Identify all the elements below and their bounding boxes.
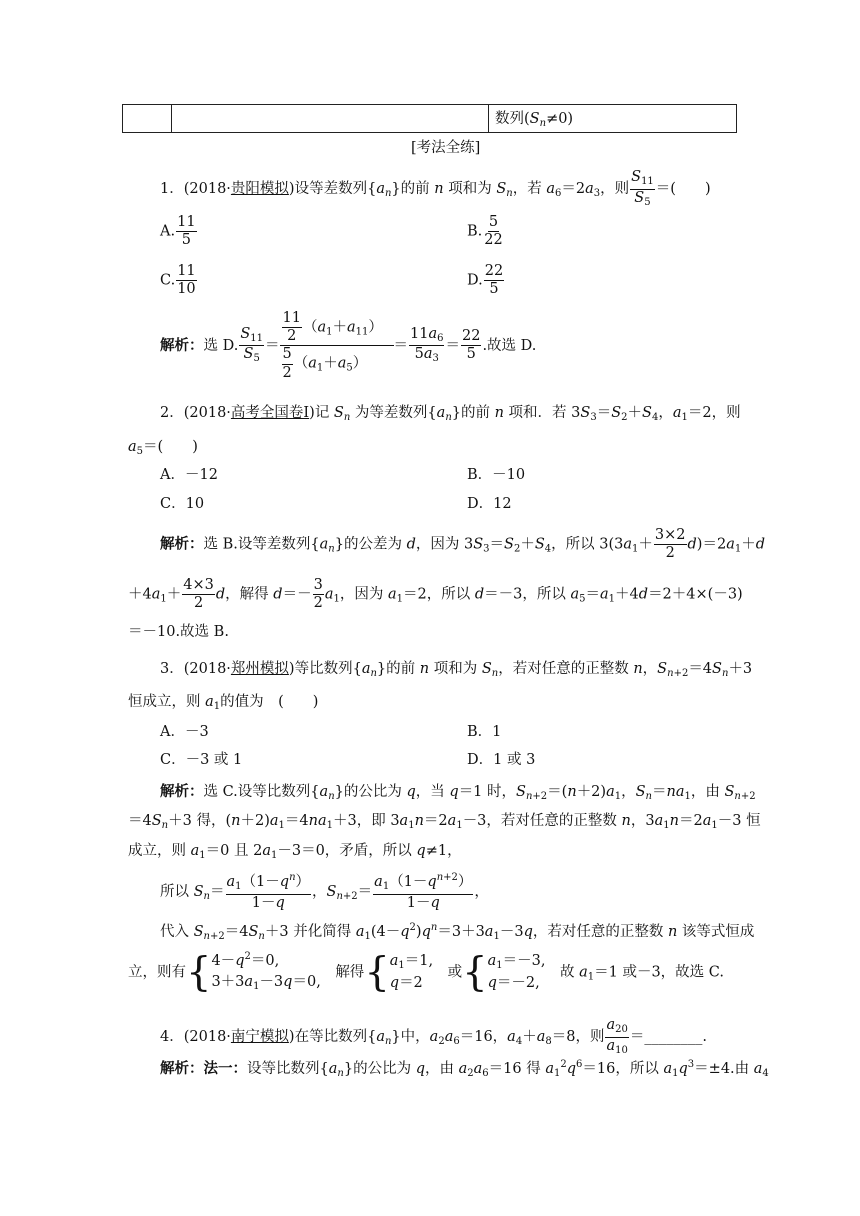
q3-option-a: A．－3 (160, 724, 209, 740)
q2-analysis-line3: ＝－10.故选 B. (128, 624, 229, 640)
table-divider (488, 105, 489, 132)
q1-stem: 1．(2018·贵阳模拟)设等差数列$\{a_n\}$的前 n 项和为 $S_n$，若 $a_6=2a_3$，则 $\frac{S_{11}}{S_5}$ ＝( ) (160, 169, 711, 208)
q3-analysis-line1: 解析：选 C.设等比数列$\{a_n\}$的公比为 q，当 q＝1 时，$S_{n+2}=(n+2)a_1$，$S_n=na_1$，由 $S_{n+2}$ (160, 783, 756, 802)
q4-analysis: 解析：法一：设等比数列$\{a_n\}$的公比为 q，由 $a_2a_6=16$ 得 $a_1^2q^6=16$，所以 $a_1q^3=\pm 4$.由 $a_4$ (160, 1059, 769, 1079)
q4-fraction: $\frac{a_{20}}{a_{10}}$ (606, 1017, 628, 1056)
q3-option-b: B．1 (467, 724, 502, 740)
q2-analysis-line1: 解析：选 B.设等差数列$\{a_n\}$的公差为 d，因为 $3S_3=S_2+S_4$，所以 $3(3a_1+$ $\frac{3\times 2}{2}$ $d)=2a_1+d$ (160, 527, 766, 562)
q2-option-d: D．12 (467, 496, 512, 512)
q1-option-d: D. $\frac{22}{5}$ (467, 263, 504, 298)
q1-fraction: $\frac{S_{11}}{S_5}$ (631, 169, 654, 208)
q1-option-a: A. $\frac{11}{5}$ (160, 214, 196, 249)
q3-stem-line2: 恒成立，则 $a_1$的值为 ( ) (128, 694, 319, 712)
q3-analysis-systems: 立，则有{ $4-q^2=0$, $3+3a_1-3q=0$, 解得{ $a_1=1$, q＝2 或{ $a_1=-3$, q＝－2, 故 $a_1=1$ 或－3，故选 C. (128, 949, 724, 996)
section-title: [考法全练] (411, 140, 481, 156)
q2-stem-line2: $a_5=$( ) (128, 439, 198, 457)
q3-analysis-sum-formulas: 所以 $S_n=$ $\frac{a_1(1-q^n)}{1-q}$ ，$S_{n+2}=$ $\frac{a_1(1-q^{n+2})}{1-q}$ ， (160, 872, 489, 911)
table-divider (171, 105, 172, 132)
table-fragment (122, 104, 737, 133)
q1-option-c: C. $\frac{11}{10}$ (160, 263, 196, 298)
q3-option-c: C．－3 或 1 (160, 752, 243, 768)
q3-option-d: D．1 或 3 (467, 752, 536, 768)
table-cell-text: 数列$(S_n\ne 0)$ (495, 111, 574, 129)
q2-stem: 2．(2018·高考全国卷Ⅰ)记 $S_n$ 为等差数列$\{a_n\}$的前 n 项和．若 $3S_3=S_2+S_4$，$a_1=2$，则 (160, 405, 741, 423)
q2-option-b: B．－10 (467, 467, 526, 483)
q3-analysis-line5: 代入 $S_{n+2}=4S_n+3$ 并化简得 $a_1(4-q^2)q^n=3+3a_1-3q$，若对任意的正整数 n 该等式恒成 (160, 922, 755, 942)
q3-stem: 3．(2018·郑州模拟)等比数列$\{a_n\}$的前 n 项和为 $S_n$，若对任意的正整数 n，$S_{n+2}=4S_n+3$ (160, 661, 753, 679)
q1-analysis: 解析：选 D. $\frac{S_{11}}{S_5}$ ＝ $\frac{11}{2}$ $(a_1+a_{11})$ $\frac{5}{2}$ $(a_1+a_5)$ ＝ $\frac{11a_6}{5a_3}$ ＝ $\frac{22}{5}$ .故选 D. (160, 310, 537, 381)
q1-option-b: B. $\frac{5}{22}$ (467, 214, 503, 249)
q3-analysis-line3: 成立，则 $a_1=0$ 且 $2a_1-3=0$，矛盾，所以 q≠1， (128, 843, 462, 861)
q2-analysis-line2: $+4a_1+$ $\frac{4\times 3}{2}$ d，解得 d＝－ $\frac{3}{2}$ $a_1$，因为 $a_1=2$，所以 d＝－3，所以 $a_5=a_1+4d=2+4\times(-3)$ (128, 577, 743, 612)
q4-stem: 4．(2018·南宁模拟)在等比数列$\{a_n\}$中，$a_2a_6=16$，$a_4+a_8=8$，则 $\frac{a_{20}}{a_{10}}$ ＝________. (160, 1017, 707, 1056)
q2-option-c: C．10 (160, 496, 205, 512)
q3-analysis-line2: $=4S_n+3$ 得，$(n+2)a_1=4na_1+3$，即 $3a_1n=2a_1-3$，若对任意的正整数 n，$3a_1n=2a_1-3$ 恒 (128, 813, 761, 831)
q2-option-a: A．－12 (160, 467, 218, 483)
